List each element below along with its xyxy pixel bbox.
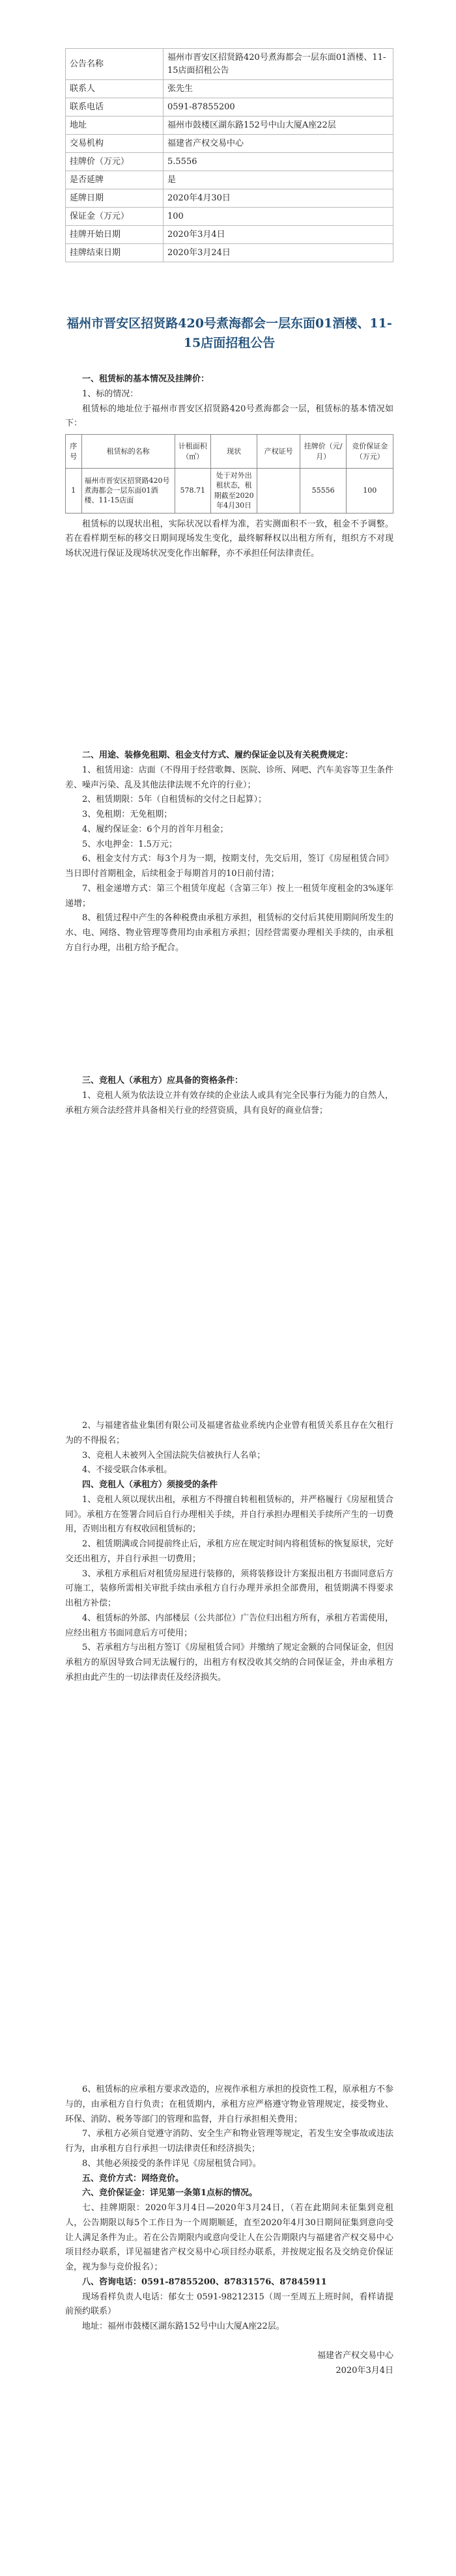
info-label: 挂牌开始日期 <box>66 226 164 244</box>
info-row <box>66 244 393 262</box>
section-1-paragraph: 租赁标的地址位于福州市晋安区招贤路420号煮海都会一层，租赁标的基本情况如下： <box>65 404 393 429</box>
property-table <box>65 434 393 514</box>
section-4-paragraph: 4、租赁标的外部、内部楼层（公共部位）广告位归出租方所有，承租方若需使用，应经出租方书面同意后方可使用； <box>65 1613 393 1638</box>
info-label: 地址 <box>66 116 164 135</box>
section-1-heading: 一、租赁标的基本情况及挂牌价： <box>82 374 210 384</box>
section-4-heading: 四、竞租人（承租方）须接受的条件 <box>82 1480 218 1490</box>
viewing-contact: 现场看样负责人电话：郁女士 0591-98212315（周一至周五上班时间，看样请提前预约联系） <box>65 2292 393 2317</box>
info-label: 延牌日期 <box>66 189 164 208</box>
section-3-paragraph: 2、与福建省盐业集团有限公司及福建省盐业系统内企业曾有租赁关系且存在欠租行为的不得报名； <box>65 1421 393 1446</box>
section-4-paragraph: 8、其他必须接受的条件详见《房屋租赁合同》。 <box>82 2158 261 2169</box>
address-line: 地址：福州市鼓楼区湖东路152号中山大厦A座22层。 <box>82 2322 285 2331</box>
info-label: 交易机构 <box>66 135 164 153</box>
info-label: 挂牌结束日期 <box>66 244 164 262</box>
info-value: 张先生 <box>164 80 393 98</box>
table-row <box>66 469 393 514</box>
page-title: 福州市晋安区招贤路420号煮海都会一层东面01酒楼、11-15店面招租公告 <box>66 316 392 351</box>
info-row <box>66 226 393 244</box>
section-2-paragraph: 8、租赁过程中产生的各种税费由承租方承担，租赁标的交付后其使用期间所发生的水、电、网络、物业管理等费用均由承租方承担；因经营需要办理相关手续的，由承租方自行办理，出租方给予配合。 <box>65 913 393 953</box>
property-table-header: 挂牌价（元/月） <box>300 435 347 469</box>
section-2-paragraph: 5、水电押金：1.5万元； <box>82 839 177 849</box>
info-value: 福州市晋安区招贤路420号煮海都会一层东面01酒楼、11-15店面招租公告 <box>164 49 393 80</box>
section-5-heading: 五、竞价方式：网络竞价。 <box>82 2173 184 2184</box>
section-2-paragraph: 3、免租期：无免租期； <box>82 810 173 819</box>
table-cell: 1 <box>66 469 82 514</box>
section-2-paragraph: 2、租赁期限：5年（自租赁标的交付之日起算）； <box>82 795 267 805</box>
info-label: 联系电话 <box>66 98 164 116</box>
section-7-heading: 七、挂牌期限：2020年3月4日—2020年3月24日，（若在此期间未征集到竞租人，公告期限以每5个工作日为一个周期顺延，直至2020年4月30日期间征集到意向受让人满足条件为止。若在公告期限内或意向受让人在公告期限内与福建省产权交易中心项目经办联系，详见福建省产权交易中心项目经办联系，并按规定报名及交纳竞价保证金，视为参与竞价报名）； <box>65 2203 393 2272</box>
section-2-paragraph: 7、租金递增方式：第三个租赁年度起（含第三年）按上一租赁年度租金的3%逐年递增； <box>65 883 393 909</box>
info-value: 5.5556 <box>164 153 393 171</box>
info-value: 福建省产权交易中心 <box>164 135 393 153</box>
info-row <box>66 135 393 153</box>
info-row <box>66 189 393 208</box>
table-cell <box>257 469 300 514</box>
info-value: 2020年3月4日 <box>164 226 393 244</box>
property-table-header: 产权证号 <box>257 435 300 469</box>
section-3-continued <box>65 1419 393 1686</box>
info-value: 2020年4月30日 <box>164 189 393 208</box>
section-4-paragraph: 1、竞租人须以现状出租，承租方不得擅自转租租赁标的，并严格履行《房屋租赁合同》。承租方在签署合同后自行办理相关手续，并自行承担办理相关手续所产生的一切费用，否则出租方有权收回租赁标的； <box>65 1494 393 1535</box>
section-6-heading: 六、竞价保证金：详见第一条第1点标的情况。 <box>82 2188 258 2199</box>
table-cell: 处于对外出租状态，租期截至2020年4月30日 <box>210 469 257 514</box>
section-2-heading: 二、用途、装修免租期、租金支付方式、履约保证金以及有关税费规定： <box>82 750 354 760</box>
info-row <box>66 153 393 171</box>
section-1-paragraph: 租赁标的以现状出租，实际状况以看样为准，若实测面积不一致，租金不予调整。若在看样期至标的移交日期间现场发生变化，最终解释权以出租方所有，组织方不对现场状况进行保证及现场状况变化作出解释，亦不承担任何法律责任。 <box>65 519 393 559</box>
property-table-header: 现状 <box>210 435 257 469</box>
info-label: 保证金（万元） <box>66 208 164 226</box>
contact-phone: 八、咨询电话：0591-87855200、87831576、87845911 <box>82 2277 327 2287</box>
info-value: 100 <box>164 208 393 226</box>
info-row <box>66 80 393 98</box>
section-3-paragraph: 1、竞租人须为依法设立并有效存续的企业法人或具有完全民事行为能力的自然人，承租方须合法经营并具备相关行业的经营资质，具有良好的商业信誉； <box>65 1090 393 1116</box>
section-2 <box>65 748 393 956</box>
section-3-heading: 三、竞租人（承租方）应具备的资格条件： <box>82 1076 244 1086</box>
info-row <box>66 208 393 226</box>
info-value: 福州市鼓楼区湖东路152号中山大厦A座22层 <box>164 116 393 135</box>
info-value: 0591-87855200 <box>164 98 393 116</box>
section-4-paragraph: 6、租赁标的应承租方要求改造的，应视作承租方承担的投资性工程，原承租方不参与的，由承租方自行负责；在租赁期内，承租方应严格遵守物业管理规定，接受物业、环保、消防、税务等部门的管理和监督，并自行承担相关费用； <box>65 2085 393 2124</box>
section-3 <box>65 1074 393 1118</box>
section-4-paragraph: 3、承租方承租后对租赁房屋进行装修的，须将装修设计方案报出租方书面同意后方可施工，装修所需相关审批手续由承租方自行办理并承担全部费用，租赁期满不得要求出租方补偿； <box>65 1569 393 1608</box>
info-table <box>65 48 393 262</box>
table-cell: 55556 <box>300 469 347 514</box>
table-cell: 100 <box>347 469 393 514</box>
section-3-paragraph: 4、不接受联合体承租。 <box>82 1465 173 1475</box>
info-row <box>66 116 393 135</box>
section-4-paragraph: 2、租赁期满或合同提前终止后，承租方应在规定时间内将租赁标的恢复原状，完好交还出租方，并自行承担一切费用； <box>65 1539 393 1564</box>
table-cell: 福州市晋安区招贤路420号煮海都会一层东面01酒楼、11-15店面 <box>81 469 175 514</box>
signature-org: 福建省产权交易中心 <box>317 2350 393 2361</box>
info-label: 挂牌价（万元） <box>66 153 164 171</box>
section-1 <box>65 372 393 562</box>
section-2-paragraph: 4、履约保证金：6个月的首年月租金； <box>82 824 229 834</box>
info-row <box>66 49 393 80</box>
info-label: 是否延牌 <box>66 171 164 189</box>
section-4-paragraph: 7、承租方必须自觉遵守消防、安全生产和物业管理等规定，若发生安全事故或违法行为，由承租方自行承担一切法律责任和经济损失； <box>65 2129 393 2154</box>
property-table-header: 租赁标的名称 <box>81 435 175 469</box>
table-cell: 578.71 <box>175 469 210 514</box>
section-4-paragraph: 5、若承租方与出租方签订《房屋租赁合同》并缴纳了规定金额的合同保证金，但因承租方的原因导致合同无法履行的，出租方有权没收其交纳的合同保证金，并由承租方承担由此产生的一切法律责任及经济损失。 <box>65 1643 393 1682</box>
section-5 <box>65 2083 393 2378</box>
property-table-header: 竞价保证金（万元） <box>347 435 393 469</box>
section-3-paragraph: 3、竞租人未被列入全国法院失信被执行人名单； <box>82 1450 266 1460</box>
info-label: 联系人 <box>66 80 164 98</box>
info-value: 2020年3月24日 <box>164 244 393 262</box>
section-1-paragraph: 1、标的情况： <box>82 389 139 399</box>
info-label: 公告名称 <box>66 49 164 80</box>
info-row <box>66 171 393 189</box>
property-table-header: 计租面积（㎡） <box>175 435 210 469</box>
signature-date: 2020年3月4日 <box>335 2365 393 2376</box>
section-2-paragraph: 6、租金支付方式：每3个月为一期，按期支付，先交后用，签订《房屋租赁合同》当日即付首期租金，后续租金于每期首月的10日前付清； <box>65 854 393 879</box>
info-row <box>66 98 393 116</box>
info-value: 是 <box>164 171 393 189</box>
section-2-paragraph: 1、租赁用途：店面（不得用于经营歌舞、医院、诊所、网吧、汽车美容等卫生条件差、噪声污染、乱及其他法律法规不允许的行业）； <box>65 765 393 790</box>
property-table-header: 序号 <box>66 435 82 469</box>
